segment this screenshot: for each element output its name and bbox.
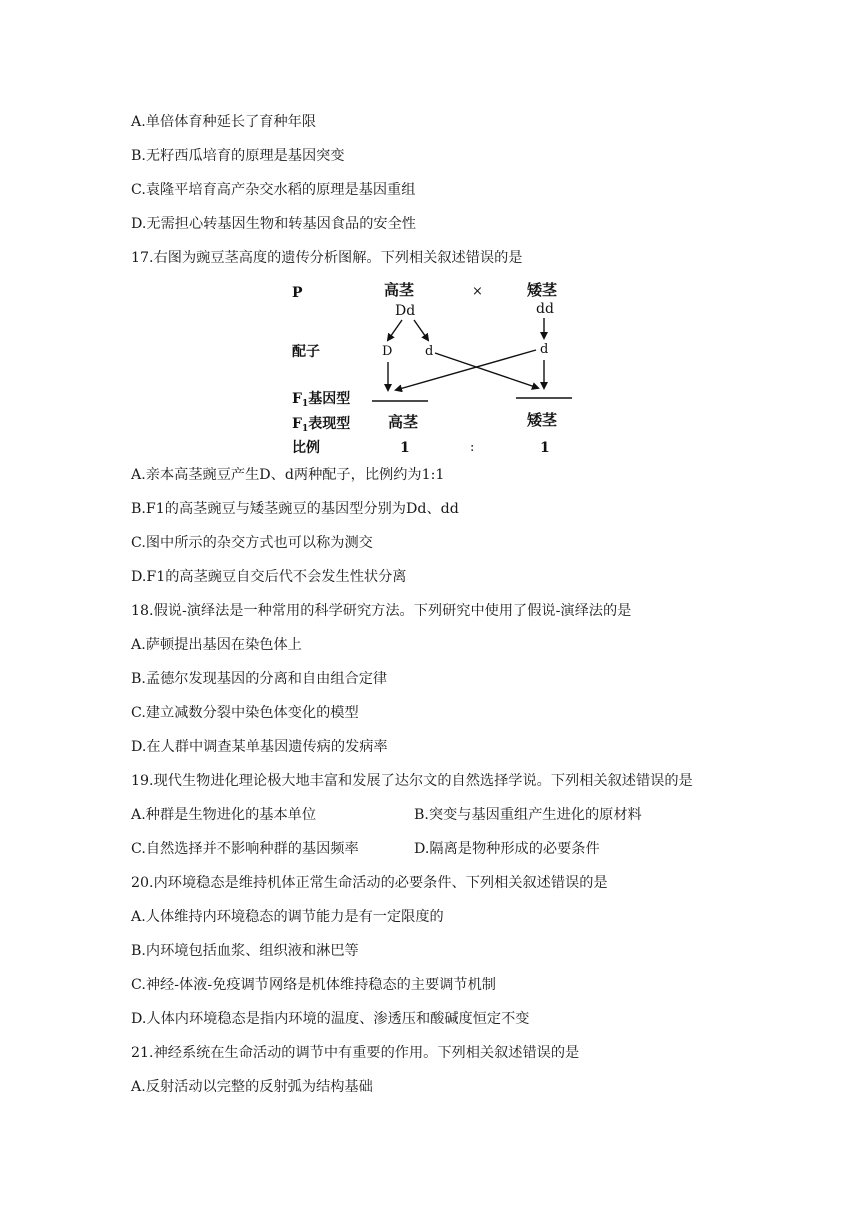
- parent-tall-genotype: Dd: [395, 303, 416, 319]
- gamete-d-dwarf: d: [540, 342, 549, 357]
- q17-option-a: A.亲本高茎豌豆产生D、d两种配子，比例约为1:1: [131, 467, 445, 483]
- arrow-tall-to-D: [388, 320, 402, 340]
- q19-option-c: C.自然选择并不影响种群的基因频率: [131, 841, 359, 857]
- gamete-d-tall: d: [425, 344, 434, 359]
- arrow-tall-to-d: [414, 320, 428, 340]
- f1-genotype-label: $F_1$基因型: [292, 391, 351, 409]
- gamete-D: D: [382, 344, 393, 359]
- ratio-label: 比例: [292, 440, 320, 456]
- parent-tall-label: 高茎: [384, 281, 415, 299]
- f1-tall-phenotype: 高茎: [388, 413, 419, 431]
- f1-dwarf-phenotype: 矮茎: [527, 411, 558, 429]
- parent-dwarf-label: 矮茎: [527, 281, 558, 299]
- q19-option-d: D.隔离是物种形成的必要条件: [414, 841, 600, 857]
- q19-option-a: A.种群是生物进化的基本单位: [131, 807, 317, 823]
- arrow-d-dwarf-to-f1-tall: [396, 350, 536, 390]
- gamete-label: 配子: [292, 344, 320, 360]
- ratio-dwarf: 1: [540, 440, 550, 456]
- q17-option-c: C.图中所示的杂交方式也可以称为测交: [131, 535, 373, 551]
- q18-option-b: B.孟德尔发现基因的分离和自由组合定律: [131, 671, 388, 687]
- q16-option-b: B.无籽西瓜培育的原理是基因突变: [131, 148, 345, 164]
- q20-option-b: B.内环境包括血浆、组织液和淋巴等: [131, 943, 359, 959]
- f1-phenotype-label: $F_1$表现型: [292, 416, 351, 434]
- p-label: P: [292, 285, 303, 301]
- q20-option-d: D.人体内环境稳态是指内环境的温度、渗透压和酸碱度恒定不变: [131, 1011, 530, 1027]
- q18-stem: 18.假说-演绎法是一种常用的科学研究方法。下列研究中使用了假说-演绎法的是: [131, 603, 632, 619]
- q16-option-d: D.无需担心转基因生物和转基因食品的安全性: [131, 216, 416, 232]
- ratio-colon: :: [470, 440, 475, 455]
- arrow-d-tall-to-f1-dwarf: [435, 353, 538, 388]
- q21-stem: 21.神经系统在生命活动的调节中有重要的作用。下列相关叙述错误的是: [131, 1045, 580, 1061]
- genetic-cross-diagram: [0, 0, 865, 470]
- ratio-tall: 1: [400, 440, 410, 456]
- q17-option-b: B.F1的高茎豌豆与矮茎豌豆的基因型分别为Dd、dd: [131, 501, 459, 517]
- q18-option-d: D.在人群中调查某单基因遗传病的发病率: [131, 739, 388, 755]
- q20-option-c: C.神经-体液-免疫调节网络是机体维持稳态的主要调节机制: [131, 977, 496, 993]
- q16-option-c: C.袁隆平培育高产杂交水稻的原理是基因重组: [131, 182, 416, 198]
- q19-stem: 19.现代生物进化理论极大地丰富和发展了达尔文的自然选择学说。下列相关叙述错误的是: [131, 773, 693, 789]
- parent-dwarf-genotype: dd: [536, 301, 554, 317]
- q17-stem: 17.右图为豌豆茎高度的遗传分析图解。下列相关叙述错误的是: [131, 250, 523, 266]
- q20-stem: 20.内环境稳态是维持机体正常生命活动的必要条件、下列相关叙述错误的是: [131, 875, 608, 891]
- q20-option-a: A.人体维持内环境稳态的调节能力是有一定限度的: [131, 909, 444, 925]
- q19-option-b: B.突变与基因重组产生进化的原材料: [414, 807, 642, 823]
- q21-option-a: A.反射活动以完整的反射弧为结构基础: [131, 1079, 373, 1095]
- q18-option-a: A.萨顿提出基因在染色体上: [131, 637, 302, 653]
- q17-option-d: D.F1的高茎豌豆自交后代不会发生性状分离: [131, 569, 407, 585]
- cross-symbol: ×: [472, 284, 483, 299]
- q18-option-c: C.建立减数分裂中染色体变化的模型: [131, 705, 359, 721]
- q16-option-a: A.单倍体育种延长了育种年限: [131, 114, 317, 130]
